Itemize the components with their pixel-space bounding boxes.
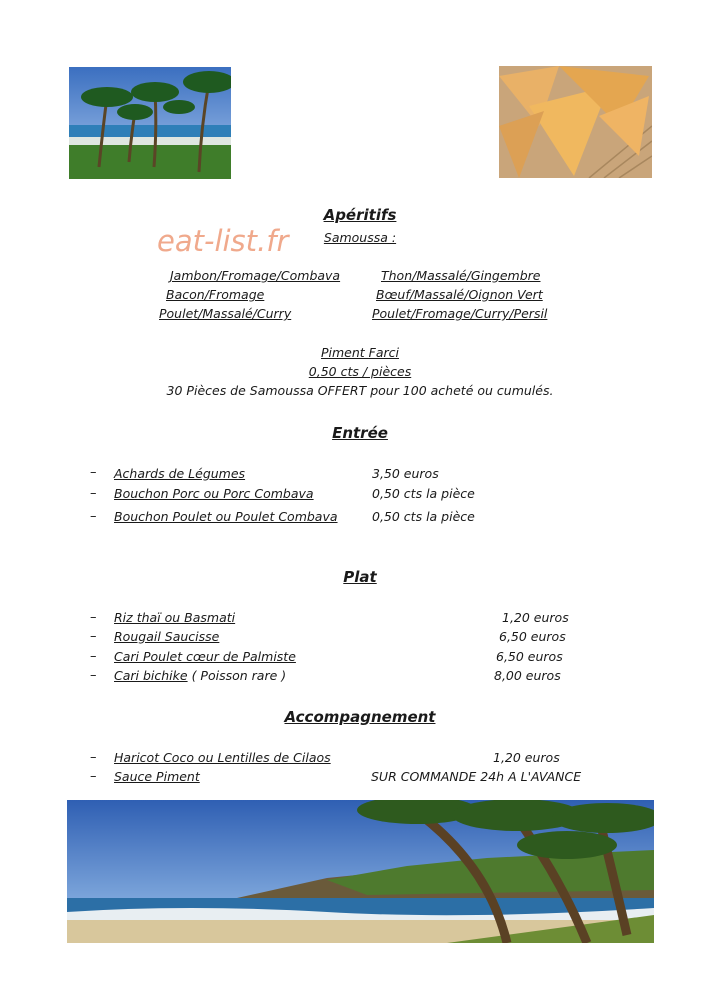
accomp-dash-2: – [90,769,97,784]
aperitifs-title: Apéritifs [323,206,397,224]
plat-dash-2: – [90,629,97,644]
entree-item-2-name: Bouchon Porc ou Porc Combava [114,486,314,501]
flavor-left-3: Poulet/Massalé/Curry [159,306,292,321]
plat-item-1-price: 1,20 euros [502,610,569,625]
samoussa-subtitle: Samoussa : [323,230,397,245]
plat-item-4 [114,668,286,683]
entree-dash-1: – [90,465,97,480]
flavor-right-1: Thon/Massalé/Gingembre [381,268,541,283]
entree-dash-3: – [90,509,97,524]
plat-item-4-price: 8,00 euros [494,668,561,683]
plat-item-3-price: 6,50 euros [496,649,563,664]
entree-item-3-name: Bouchon Poulet ou Poulet Combava [114,509,338,524]
entree-item-2-price: 0,50 cts la pièce [372,486,475,501]
accomp-item-2-price: SUR COMMANDE 24h A L'AVANCE [371,769,582,784]
flavor-left-1: Jambon/Fromage/Combava [170,268,341,283]
flavor-right-3: Poulet/Fromage/Curry/Persil [372,306,548,321]
entree-item-1-price: 3,50 euros [372,466,439,481]
watermark: eat-list.fr [157,224,289,258]
palm-trees-photo [69,67,231,179]
plat-item-3-name: Cari Poulet cœur de Palmiste [114,649,296,664]
entree-title: Entrée [332,424,388,442]
samoussa-price: 0,50 cts / pièces [308,364,412,379]
accomp-item-1-price: 1,20 euros [493,750,560,765]
entree-dash-2: – [90,486,97,501]
plat-item-1-name: Riz thaï ou Basmati [114,610,236,625]
plat-item-4-name: Cari bichike [114,668,188,683]
accomp-dash-1: – [90,750,97,765]
entree-item-1-name: Achards de Légumes [114,466,246,481]
accomp-item-2-name: Sauce Piment [114,769,200,784]
plat-item-4-note: ( Poisson rare ) [191,668,287,683]
plat-dash-1: – [90,610,97,625]
entree-item-3-price: 0,50 cts la pièce [372,509,475,524]
plat-dash-4: – [90,668,97,683]
samoussa-photo [499,66,652,178]
flavor-left-2: Bacon/Fromage [166,287,265,302]
plat-item-2-price: 6,50 euros [499,629,566,644]
plat-item-2-name: Rougail Saucisse [114,629,220,644]
plat-dash-3: – [90,649,97,664]
plat-title: Plat [343,568,377,586]
accompagnement-title: Accompagnement [284,708,436,726]
piment-farci: Piment Farci [320,345,400,360]
accomp-item-1-name: Haricot Coco ou Lentilles de Cilaos [114,750,331,765]
flavor-right-2: Bœuf/Massalé/Oignon Vert [376,287,543,302]
samoussa-offer: 30 Pièces de Samoussa OFFERT pour 100 acheté ou cumulés. [166,383,554,398]
beach-photo [67,800,654,943]
